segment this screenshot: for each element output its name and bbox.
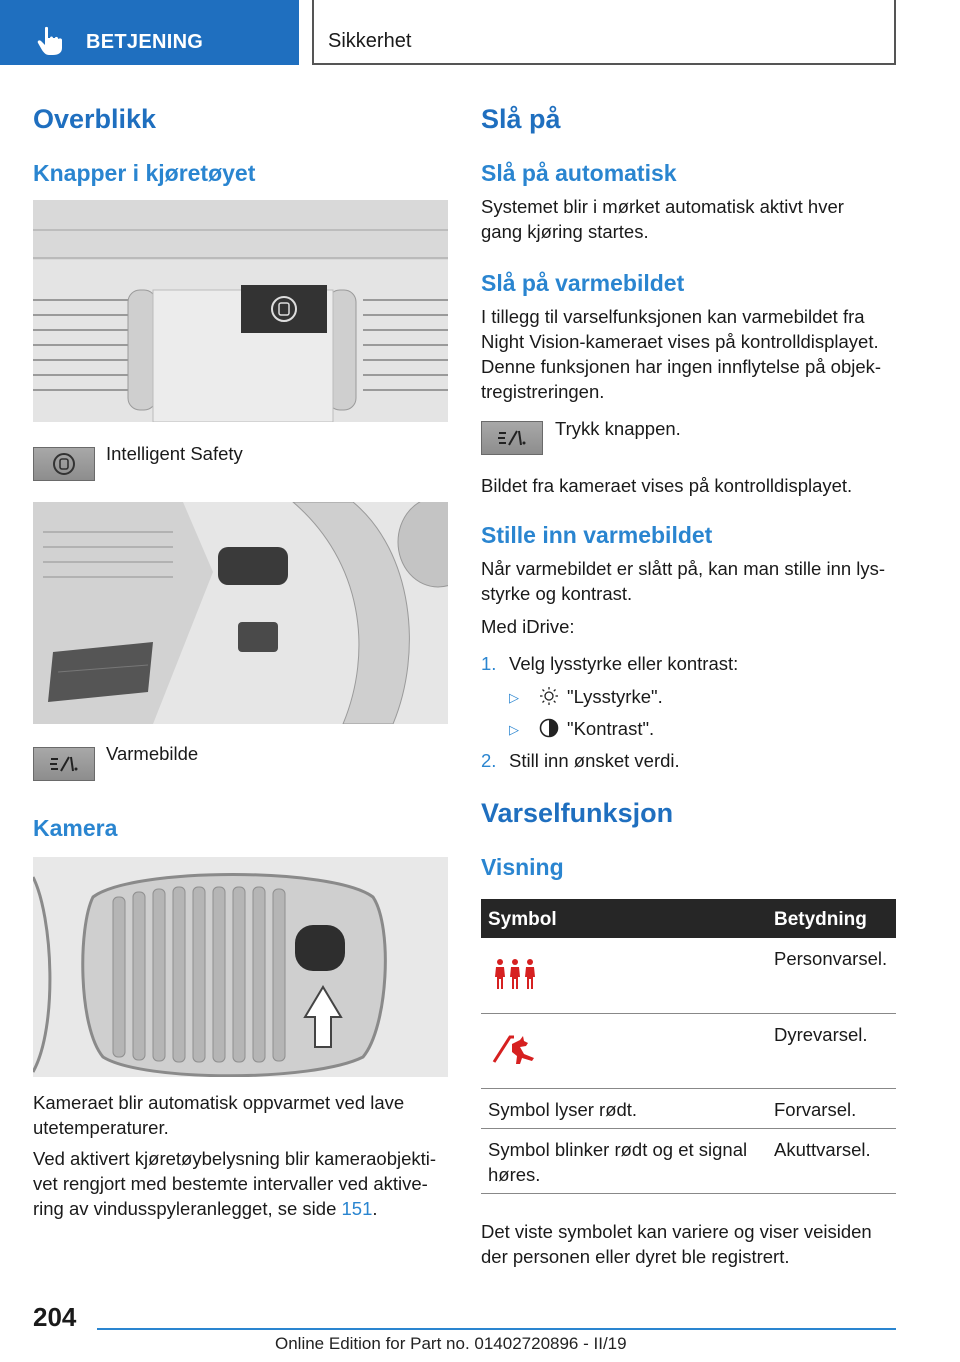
contrast-icon (539, 718, 559, 738)
table-row (481, 1089, 896, 1129)
note-text: Det viste symbolet kan variere og viser veisiden der personen eller dyret ble registrert. (481, 1221, 872, 1267)
overview-title: Overblikk (33, 104, 157, 134)
option-brightness: "Lysstyrke". (567, 686, 663, 707)
meaning-prewarning: Forvarsel. (774, 1099, 857, 1120)
step-2-number: 2. (481, 750, 497, 771)
intelligent-safety-icon (52, 452, 76, 476)
press-button-symbol (481, 421, 543, 455)
table-header (481, 899, 896, 938)
auto-heading: Slå på automatisk (481, 160, 677, 186)
meaning-acute-warning: Akuttvarsel. (774, 1139, 871, 1160)
person-warning-icon (490, 958, 540, 990)
display-heading: Visning (481, 854, 564, 880)
camera-grille-photo (33, 857, 448, 1077)
symbol-acute-warning: Symbol blinker rødt og et signal høres. (488, 1139, 748, 1185)
footer-divider (97, 1328, 896, 1330)
night-vision-icon (495, 428, 529, 448)
buttons-heading: Knapper i kjøretøyet (33, 160, 256, 186)
step-1-text: Velg lysstyrke eller kontrast: (509, 653, 739, 674)
auto-text: Systemet blir i mørket automatisk aktivt hver gang kjøring startes. (481, 196, 844, 242)
thermal-heading: Slå på varmebildet (481, 270, 685, 296)
brightness-icon (539, 686, 559, 706)
section-tab[interactable] (0, 0, 299, 65)
camera-paragraph-2: Ved aktivert kjøretøybelysning blir kameraobjekti- vet rengjort med bestemte intervaller ved aktive- ring av vindusspyleranlegget, se side 151. (33, 1148, 437, 1219)
triangle-bullet-icon: ▷ (509, 690, 519, 705)
animal-warning-icon (490, 1034, 538, 1068)
adjust-text: Når varmebildet er slått på, kan man stille inn lys-styrke og kontrast. (481, 558, 886, 604)
press-text: Trykk knappen. (555, 418, 681, 439)
edition-text: Online Edition for Part no. 01402720896 - II/19 (275, 1334, 627, 1353)
adjust-heading: Stille inn varmebildet (481, 522, 713, 548)
table-row (481, 938, 896, 1014)
triangle-bullet-icon: ▷ (509, 722, 519, 737)
subsection-title: Sikkerhet (328, 30, 412, 52)
camera-heading: Kamera (33, 815, 118, 841)
option-contrast: "Kontrast". (567, 718, 655, 739)
table-row (481, 1129, 896, 1194)
legend-intelligent-safety: Intelligent Safety (106, 443, 243, 464)
hand-pointer-icon (36, 26, 64, 56)
subsection-box (312, 0, 896, 65)
camera-paragraph-1: Kameraet blir automatisk oppvarmet ved lave utetemperaturer. (33, 1092, 405, 1138)
header-symbol: Symbol (488, 909, 557, 930)
meaning-animal: Dyrevarsel. (774, 1024, 868, 1045)
step-1-number: 1. (481, 653, 497, 674)
header-meaning: Betydning (774, 909, 867, 930)
page-link-151[interactable]: 151 (341, 1198, 373, 1219)
thermal-text: I tillegg til varselfunksjonen kan varmebildet fra Night Vision-kameraet vises på kontrolldisplayet. Denne funksjonen har ingen innflytelse på objek-tregistreringen. (481, 306, 882, 402)
step-2-text: Still inn ønsket verdi. (509, 750, 680, 771)
night-vision-icon (47, 754, 81, 774)
thermal-image-button-symbol (33, 747, 95, 781)
dashboard-button-photo (33, 200, 448, 422)
meaning-person: Personvarsel. (774, 948, 888, 969)
idrive-text: Med iDrive: (481, 616, 575, 637)
table-row (481, 1014, 896, 1089)
steering-column-photo (33, 502, 448, 724)
display-text: Bildet fra kameraet vises på kontrolldisplayet. (481, 475, 853, 496)
symbol-prewarning: Symbol lyser rødt. (488, 1099, 638, 1120)
legend-thermal-image: Varmebilde (106, 743, 199, 764)
section-title: BETJENING (86, 31, 204, 53)
page-number: 204 (33, 1302, 77, 1332)
intelligent-safety-button-symbol (33, 447, 95, 481)
switch-on-title: Slå på (481, 104, 561, 134)
warning-function-title: Varselfunksjon (481, 798, 674, 828)
warning-symbol-table (481, 899, 896, 1194)
